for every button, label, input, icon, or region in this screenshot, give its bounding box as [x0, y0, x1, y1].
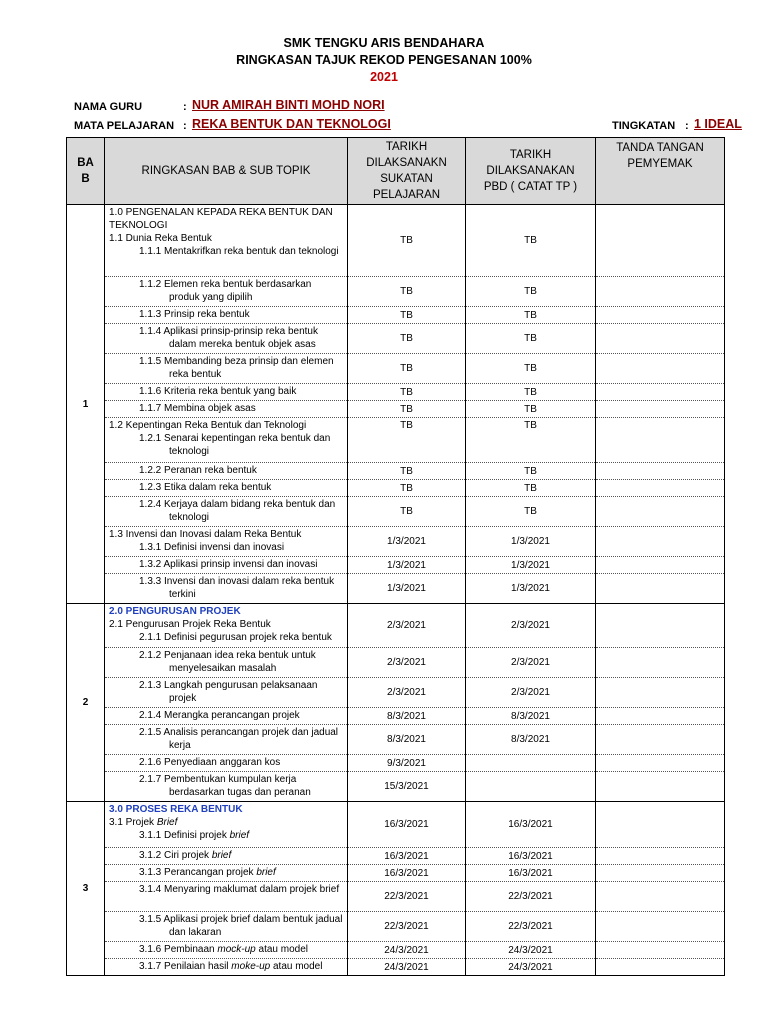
table-row: [67, 604, 725, 648]
pbd-date-cell: 16/3/2021: [466, 802, 596, 848]
pbd-date-cell: TB: [466, 463, 596, 480]
table-row: [67, 574, 725, 604]
topic-cell: [105, 604, 348, 648]
topic-cell: [105, 557, 348, 574]
pbd-date-cell: 1/3/2021: [466, 527, 596, 557]
signature-cell[interactable]: [596, 648, 725, 678]
topic-cell: [105, 463, 348, 480]
topic-line: 1.2.2 Peranan reka bentuk: [139, 465, 257, 476]
topic-cell: [105, 418, 348, 463]
table-row: [67, 277, 725, 307]
pbd-date-cell: TB: [466, 307, 596, 324]
sukatan-date-cell: 9/3/2021: [348, 755, 466, 772]
signature-cell[interactable]: [596, 942, 725, 959]
signature-cell[interactable]: [596, 772, 725, 802]
sukatan-date-cell: 8/3/2021: [348, 708, 466, 725]
topic-line: 1.1.2 Elemen reka bentuk berdasarkan produk yang dipilih: [139, 279, 312, 303]
topic-line: 2.1.1 Definisi pegurusan projek reka bentuk: [139, 632, 332, 643]
sukatan-date-cell: 1/3/2021: [348, 527, 466, 557]
sukatan-date-cell: 1/3/2021: [348, 574, 466, 604]
table-row: [67, 942, 725, 959]
signature-cell[interactable]: [596, 418, 725, 463]
topic-cell: [105, 401, 348, 418]
sukatan-date-cell: 22/3/2021: [348, 912, 466, 942]
topic-cell: [105, 848, 348, 865]
table-row: [67, 865, 725, 882]
pbd-date-cell: TB: [466, 401, 596, 418]
table-row: [67, 324, 725, 354]
pbd-date-cell: 2/3/2021: [466, 678, 596, 708]
sukatan-date-cell: TB: [348, 354, 466, 384]
document-title: RINGKASAN TAJUK REKOD PENGESANAN 100%: [236, 53, 532, 67]
table-row: [67, 557, 725, 574]
table-row: [67, 497, 725, 527]
signature-cell[interactable]: [596, 802, 725, 848]
table-row: [67, 307, 725, 324]
subject-colon: :: [183, 120, 187, 132]
pbd-date-cell: TB: [466, 480, 596, 497]
topic-cell: [105, 384, 348, 401]
table-row: [67, 882, 725, 912]
document-year: 2021: [370, 70, 398, 84]
signature-cell[interactable]: [596, 480, 725, 497]
sukatan-date-cell: TB: [348, 324, 466, 354]
topic-line: 2.1.4 Merangka perancangan projek: [139, 710, 300, 721]
table-row: [67, 755, 725, 772]
table-row: [67, 848, 725, 865]
pbd-date-cell: 22/3/2021: [466, 912, 596, 942]
topic-cell: [105, 912, 348, 942]
signature-cell[interactable]: [596, 205, 725, 277]
bab-number: 1: [67, 205, 105, 604]
topic-line: 1.1.1 Mentakrifkan reka bentuk dan teknologi: [139, 246, 339, 257]
signature-cell[interactable]: [596, 755, 725, 772]
topic-line: 3.1 Projek Brief: [109, 817, 178, 828]
signature-cell[interactable]: [596, 307, 725, 324]
teacher-colon: :: [183, 101, 187, 113]
subject-name: REKA BENTUK DAN TEKNOLOGI: [192, 117, 391, 131]
topic-line: 1.3.3 Invensi dan inovasi dalam reka bentuk terkini: [139, 576, 335, 600]
topic-line: 2.1.6 Penyediaan anggaran kos: [139, 757, 281, 768]
topic-line: 3.1.1 Definisi projek brief: [139, 830, 250, 841]
topic-cell: [105, 324, 348, 354]
table-row: [67, 418, 725, 463]
topic-cell: [105, 480, 348, 497]
table-row: [67, 205, 725, 277]
topic-line: 1.2 Kepentingan Reka Bentuk dan Teknologi: [109, 420, 307, 431]
subject-label: MATA PELAJARAN: [74, 120, 175, 132]
pbd-date-cell: TB: [466, 205, 596, 277]
topic-cell: [105, 497, 348, 527]
table-row: [67, 725, 725, 755]
summary-table: [66, 137, 725, 976]
sukatan-date-cell: 16/3/2021: [348, 865, 466, 882]
header-sign: TANDA TANGAN PEMYEMAK: [596, 138, 725, 205]
topic-line: 1.1.7 Membina objek asas: [139, 403, 256, 414]
topic-cell: [105, 725, 348, 755]
pbd-date-cell: 2/3/2021: [466, 648, 596, 678]
sukatan-date-cell: 16/3/2021: [348, 802, 466, 848]
signature-cell[interactable]: [596, 574, 725, 604]
topic-line: 1.2.3 Etika dalam reka bentuk: [139, 482, 272, 493]
sukatan-date-cell: 8/3/2021: [348, 725, 466, 755]
topic-line: 3.1.7 Penilaian hasil moke-up atau model: [139, 961, 323, 972]
pbd-date-cell: TB: [466, 354, 596, 384]
header-pbd: TARIKH DILAKSANAKAN PBD ( CATAT TP ): [466, 138, 596, 205]
header-topic: RINGKASAN BAB & SUB TOPIK: [105, 138, 348, 205]
topic-line: 1.3.2 Aplikasi prinsip invensi dan inovasi: [139, 559, 318, 570]
signature-cell[interactable]: [596, 401, 725, 418]
school-name: SMK TENGKU ARIS BENDAHARA: [283, 36, 485, 50]
table-row: [67, 354, 725, 384]
topic-line: 1.2.1 Senarai kepentingan reka bentuk dan teknologi: [139, 433, 331, 457]
topic-line: 2.1.5 Analisis perancangan projek dan jadual kerja: [139, 727, 339, 751]
table-row: [67, 384, 725, 401]
topic-cell: [105, 708, 348, 725]
form-value: 1 IDEAL: [694, 117, 742, 131]
topic-cell: [105, 354, 348, 384]
topic-cell: [105, 648, 348, 678]
sukatan-date-cell: TB: [348, 277, 466, 307]
topic-line: 1.1.5 Membanding beza prinsip dan elemen reka bentuk: [139, 356, 334, 380]
sukatan-date-cell: 24/3/2021: [348, 942, 466, 959]
pbd-date-cell: TB: [466, 418, 596, 463]
topic-line: 1.3.1 Definisi invensi dan inovasi: [139, 542, 285, 553]
bab-number: 3: [67, 802, 105, 976]
table-row: [67, 480, 725, 497]
signature-cell[interactable]: [596, 604, 725, 648]
topic-line: 1.1 Dunia Reka Bentuk: [109, 233, 212, 244]
sukatan-date-cell: 2/3/2021: [348, 604, 466, 648]
signature-cell[interactable]: [596, 324, 725, 354]
topic-line: 2.1 Pengurusan Projek Reka Bentuk: [109, 619, 271, 630]
pbd-date-cell: 24/3/2021: [466, 942, 596, 959]
sukatan-date-cell: 2/3/2021: [348, 648, 466, 678]
topic-line: 3.1.2 Ciri projek brief: [139, 850, 232, 861]
topic-cell: [105, 942, 348, 959]
pbd-date-cell: TB: [466, 497, 596, 527]
topic-cell: [105, 865, 348, 882]
teacher-name: NUR AMIRAH BINTI MOHD NORI: [192, 98, 385, 112]
signature-cell[interactable]: [596, 848, 725, 865]
bab-number: 2: [67, 604, 105, 802]
table-row: [67, 527, 725, 557]
topic-cell: [105, 277, 348, 307]
topic-cell: [105, 307, 348, 324]
topic-line: 2.1.3 Langkah pengurusan pelaksanaan projek: [139, 680, 318, 704]
signature-cell[interactable]: [596, 463, 725, 480]
pbd-date-cell: 8/3/2021: [466, 708, 596, 725]
topic-cell: [105, 678, 348, 708]
table-row: [67, 708, 725, 725]
signature-cell[interactable]: [596, 277, 725, 307]
topic-line: 1.0 PENGENALAN KEPADA REKA BENTUK DAN TEKNOLOGI: [109, 207, 333, 231]
pbd-date-cell: [466, 772, 596, 802]
signature-cell[interactable]: [596, 384, 725, 401]
table-row: [67, 401, 725, 418]
topic-cell: [105, 755, 348, 772]
signature-cell[interactable]: [596, 557, 725, 574]
sukatan-date-cell: TB: [348, 307, 466, 324]
table-row: [67, 678, 725, 708]
header-bab: BA B: [67, 138, 105, 205]
topic-line: 3.1.4 Menyaring maklumat dalam projek brief: [139, 884, 340, 895]
topic-line: 2.1.2 Penjanaan idea reka bentuk untuk menyelesaikan masalah: [139, 650, 316, 674]
table-row: [67, 648, 725, 678]
pbd-date-cell: TB: [466, 384, 596, 401]
sukatan-date-cell: TB: [348, 497, 466, 527]
signature-cell[interactable]: [596, 678, 725, 708]
pbd-date-cell: TB: [466, 324, 596, 354]
sukatan-date-cell: 1/3/2021: [348, 557, 466, 574]
table-row: [67, 959, 725, 976]
pbd-date-cell: 1/3/2021: [466, 574, 596, 604]
pbd-date-cell: 22/3/2021: [466, 882, 596, 912]
sukatan-date-cell: TB: [348, 480, 466, 497]
table-row: [67, 912, 725, 942]
signature-cell[interactable]: [596, 527, 725, 557]
sukatan-date-cell: 16/3/2021: [348, 848, 466, 865]
header-sukatan: TARIKH DILAKSANAKN SUKATAN PELAJARAN: [348, 138, 466, 205]
topic-cell: [105, 802, 348, 848]
pbd-date-cell: 24/3/2021: [466, 959, 596, 976]
topic-cell: [105, 205, 348, 277]
topic-cell: [105, 959, 348, 976]
table-row: [67, 463, 725, 480]
form-colon: :: [685, 120, 689, 132]
pbd-date-cell: 16/3/2021: [466, 848, 596, 865]
sukatan-date-cell: TB: [348, 205, 466, 277]
topic-line: 3.0 PROSES REKA BENTUK: [109, 804, 243, 815]
sukatan-date-cell: TB: [348, 401, 466, 418]
sukatan-date-cell: TB: [348, 463, 466, 480]
sukatan-date-cell: 22/3/2021: [348, 882, 466, 912]
topic-line: 1.1.3 Prinsip reka bentuk: [139, 309, 250, 320]
topic-cell: [105, 574, 348, 604]
topic-line: 2.1.7 Pembentukan kumpulan kerja berdasarkan tugas dan peranan: [139, 774, 311, 798]
topic-line: 1.1.4 Aplikasi prinsip-prinsip reka bentuk dalam mereka bentuk objek asas: [139, 326, 318, 350]
signature-cell[interactable]: [596, 959, 725, 976]
topic-cell: [105, 882, 348, 912]
pbd-date-cell: 8/3/2021: [466, 725, 596, 755]
topic-cell: [105, 527, 348, 557]
pbd-date-cell: 1/3/2021: [466, 557, 596, 574]
signature-cell[interactable]: [596, 354, 725, 384]
signature-cell[interactable]: [596, 865, 725, 882]
pbd-date-cell: TB: [466, 277, 596, 307]
signature-cell[interactable]: [596, 882, 725, 912]
topic-line: 1.3 Invensi dan Inovasi dalam Reka Bentuk: [109, 529, 302, 540]
sukatan-date-cell: 2/3/2021: [348, 678, 466, 708]
topic-cell: [105, 772, 348, 802]
sukatan-date-cell: 15/3/2021: [348, 772, 466, 802]
signature-cell[interactable]: [596, 725, 725, 755]
topic-line: 3.1.6 Pembinaan mock-up atau model: [139, 944, 309, 955]
table-row: [67, 802, 725, 848]
pbd-date-cell: 2/3/2021: [466, 604, 596, 648]
form-label: TINGKATAN: [612, 120, 676, 132]
pbd-date-cell: [466, 755, 596, 772]
pbd-date-cell: 16/3/2021: [466, 865, 596, 882]
sukatan-date-cell: TB: [348, 384, 466, 401]
sukatan-date-cell: TB: [348, 418, 466, 463]
table-header-row: [67, 138, 725, 205]
topic-line: 3.1.3 Perancangan projek brief: [139, 867, 276, 878]
signature-cell[interactable]: [596, 497, 725, 527]
table-row: [67, 772, 725, 802]
teacher-label: NAMA GURU: [74, 101, 143, 113]
topic-line: 3.1.5 Aplikasi projek brief dalam bentuk jadual dan lakaran: [139, 914, 343, 938]
topic-line: 1.2.4 Kerjaya dalam bidang reka bentuk dan teknologi: [139, 499, 336, 523]
signature-cell[interactable]: [596, 708, 725, 725]
sukatan-date-cell: 24/3/2021: [348, 959, 466, 976]
signature-cell[interactable]: [596, 912, 725, 942]
topic-line: 1.1.6 Kriteria reka bentuk yang baik: [139, 386, 297, 397]
topic-line: 2.0 PENGURUSAN PROJEK: [109, 606, 241, 617]
